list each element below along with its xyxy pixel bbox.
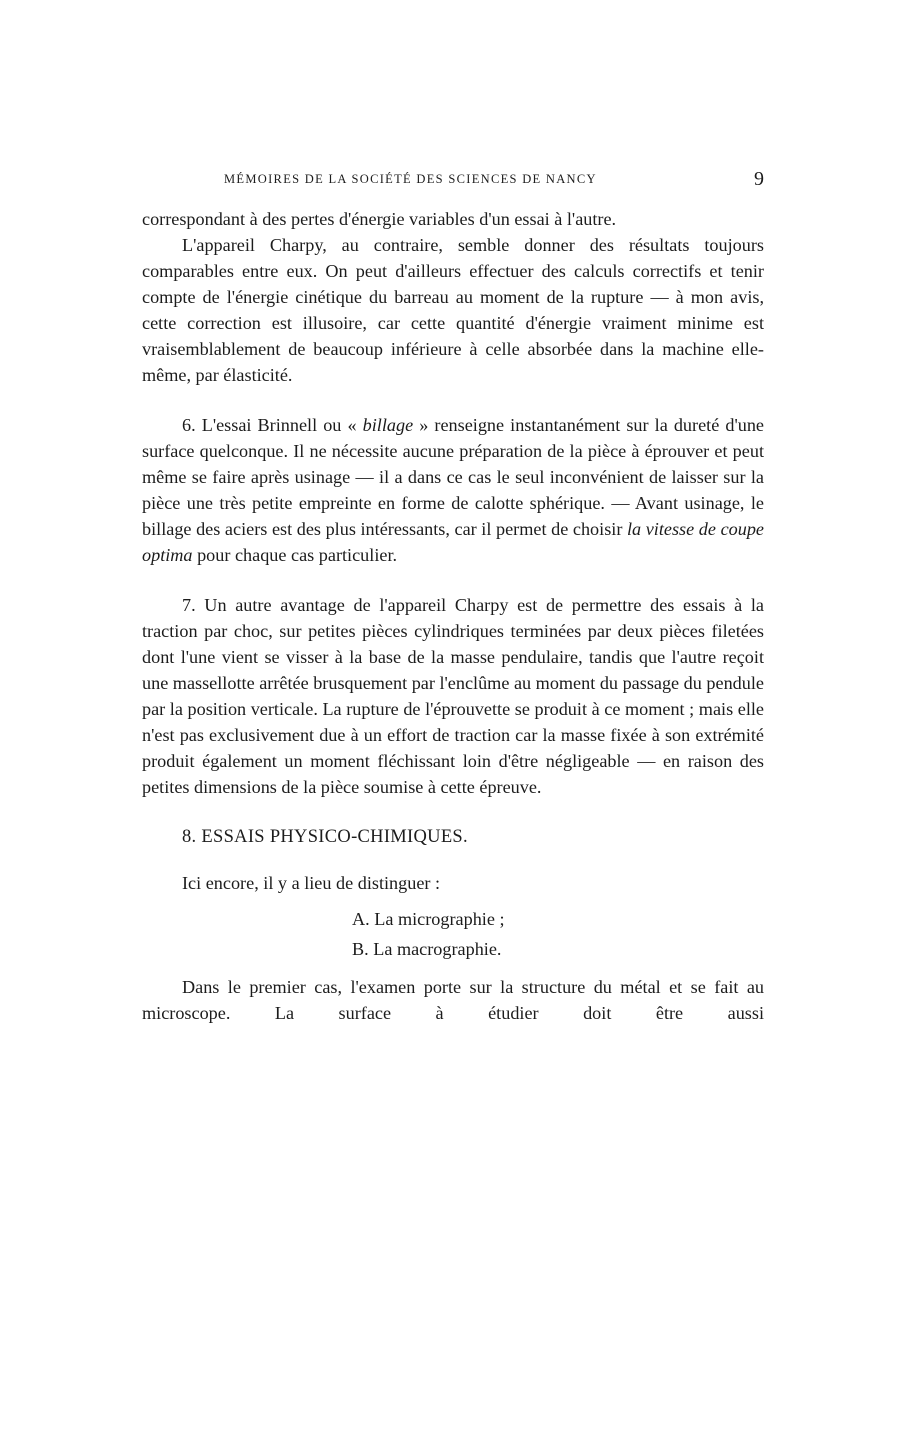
list-item-micrographie: A. La micrographie ;: [352, 909, 505, 929]
header-title: MÉMOIRES DE LA SOCIÉTÉ DES SCIENCES DE NANCY: [224, 172, 597, 186]
brinnell-text-1: 6. L'essai Brinnell ou «: [182, 415, 363, 435]
spacer: [142, 388, 764, 412]
document-page: [142, 168, 764, 1026]
section-heading: 8. ESSAIS PHYSICO-CHIMIQUES.: [182, 827, 468, 847]
paragraph-brinnell: [142, 412, 764, 568]
paragraph-continuation: correspondant à des pertes d'énergie variables d'un essai à l'autre.: [142, 209, 617, 229]
method-list: [352, 904, 764, 964]
page-number: 9: [754, 168, 764, 190]
brinnell-italic-billage: billage: [362, 415, 414, 435]
intro-line: Ici encore, il y a lieu de distinguer :: [182, 873, 441, 893]
running-header: [142, 168, 764, 192]
spacer: [142, 800, 764, 824]
spacer: [142, 568, 764, 592]
list-item-macrographie: B. La macrographie.: [352, 939, 502, 959]
brinnell-text-3: pour chaque cas particulier.: [192, 545, 398, 565]
brinnell-text-2: » renseigne instantanément sur la dureté d'une surface quelconque. Il ne nécessite aucune préparation de la pièce à éprouver et peut même se faire après usinage — il a dans ce cas le seul inconvénient de laisser sur la pièce une très petite empreinte en forme de calotte sphérique. — Avant usinage, le billage des aciers est des plus intéressants, car il permet de choisir: [142, 415, 764, 539]
paragraph-traction: 7. Un autre avantage de l'appareil Charpy est de permettre des essais à la traction par choc, sur petites pièces cylindriques terminées par deux pièces filetées dont l'une vient se visser à la base de la masse pendulaire, tandis que l'autre reçoit une massellotte arrêtée brusquement par l'enclûme au moment du passage du pendule par la position verticale. La rupture de l'éprouvette se produit à ce moment ; mais elle n'est pas exclusivement due à un effort de traction car la masse fixée à son extrémité produit également un moment fléchissant loin d'être négligeable — en raison des petites dimensions de la pièce soumise à cette épreuve.: [142, 595, 764, 797]
brinnell-italic-vitesse: la vitesse de coupe optima: [142, 519, 765, 565]
paragraph-premier-cas: Dans le premier cas, l'examen porte sur la structure du métal et se fait au microscope. La surface à étudier doit être aussi: [142, 977, 764, 1023]
paragraph-charpy: L'appareil Charpy, au contraire, semble donner des résultats toujours comparables entre eux. On peut d'ailleurs effectuer des calculs correctifs et tenir compte de l'énergie cinétique du barreau au moment de la rupture — à mon avis, cette correction est illusoire, car cette quantité d'énergie vraiment minime est vraisemblablement de beaucoup inférieure à celle absorbée dans la machine elle-même, par élasticité.: [142, 235, 764, 385]
